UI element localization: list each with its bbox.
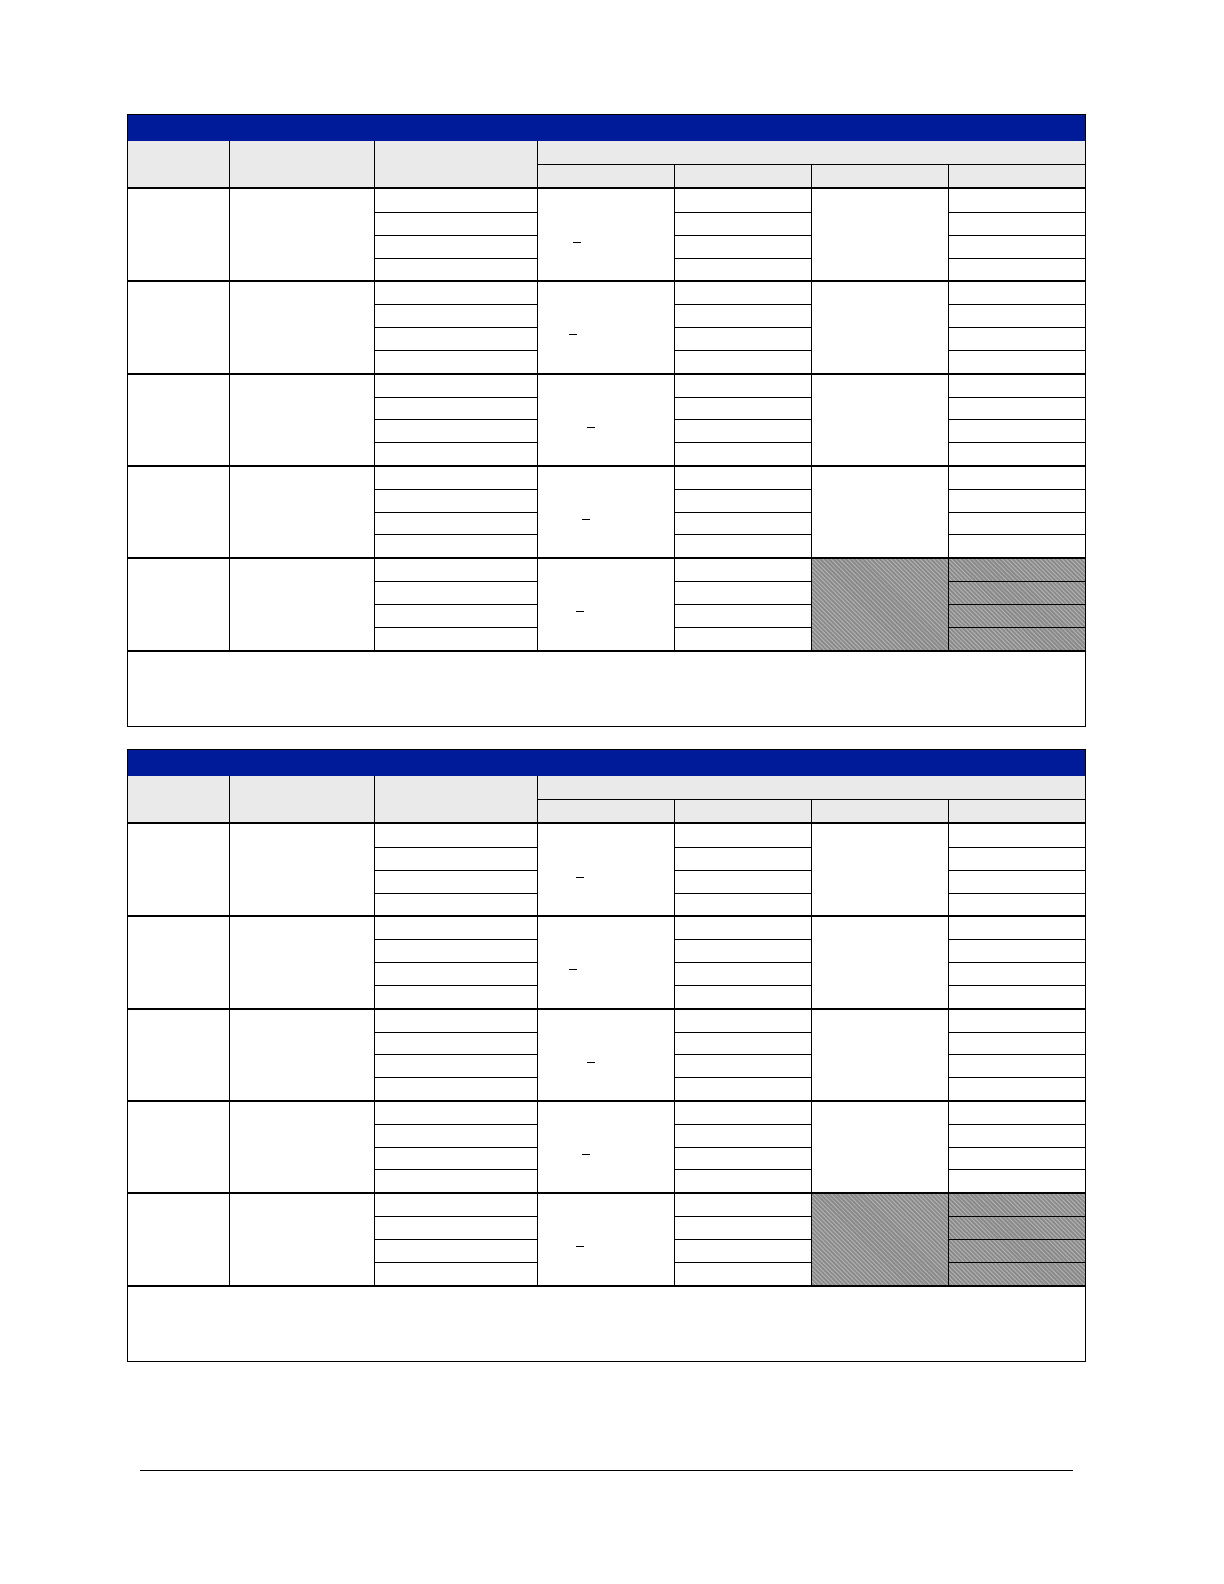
dash-mark xyxy=(582,1154,590,1155)
header-cell-col3 xyxy=(375,141,537,187)
dash-mark xyxy=(576,877,584,878)
header-subcell-3 xyxy=(812,165,948,187)
dash-mark xyxy=(576,611,584,612)
table-title-bar xyxy=(127,114,1086,141)
header-cell-col2 xyxy=(230,141,374,187)
shaded-cell xyxy=(949,559,1085,651)
header-cell-col3 xyxy=(375,776,537,822)
header-cell-group xyxy=(538,776,1085,799)
header-subcell-3 xyxy=(812,800,948,822)
header-cell-col2 xyxy=(230,776,374,822)
table-footnote xyxy=(128,652,1085,726)
data-table-2 xyxy=(127,749,1086,1362)
dash-mark xyxy=(569,334,577,335)
footer-rule xyxy=(140,1470,1073,1471)
header-cell-col1 xyxy=(128,141,229,187)
dash-mark xyxy=(576,1246,584,1247)
shaded-cell xyxy=(949,1194,1085,1286)
dash-mark xyxy=(587,1062,595,1063)
dash-mark xyxy=(587,427,595,428)
data-table-1 xyxy=(127,114,1086,727)
shaded-cell xyxy=(812,1194,948,1286)
header-subcell-4 xyxy=(949,165,1085,187)
header-cell-group xyxy=(538,141,1085,164)
header-subcell-1 xyxy=(538,165,674,187)
header-subcell-2 xyxy=(675,165,811,187)
header-subcell-2 xyxy=(675,800,811,822)
dash-mark xyxy=(573,242,581,243)
shaded-cell xyxy=(812,559,948,651)
header-subcell-4 xyxy=(949,800,1085,822)
dash-mark xyxy=(569,969,577,970)
dash-mark xyxy=(582,519,590,520)
header-subcell-1 xyxy=(538,800,674,822)
header-cell-col1 xyxy=(128,776,229,822)
table-footnote xyxy=(128,1287,1085,1361)
table-title-bar xyxy=(127,749,1086,776)
